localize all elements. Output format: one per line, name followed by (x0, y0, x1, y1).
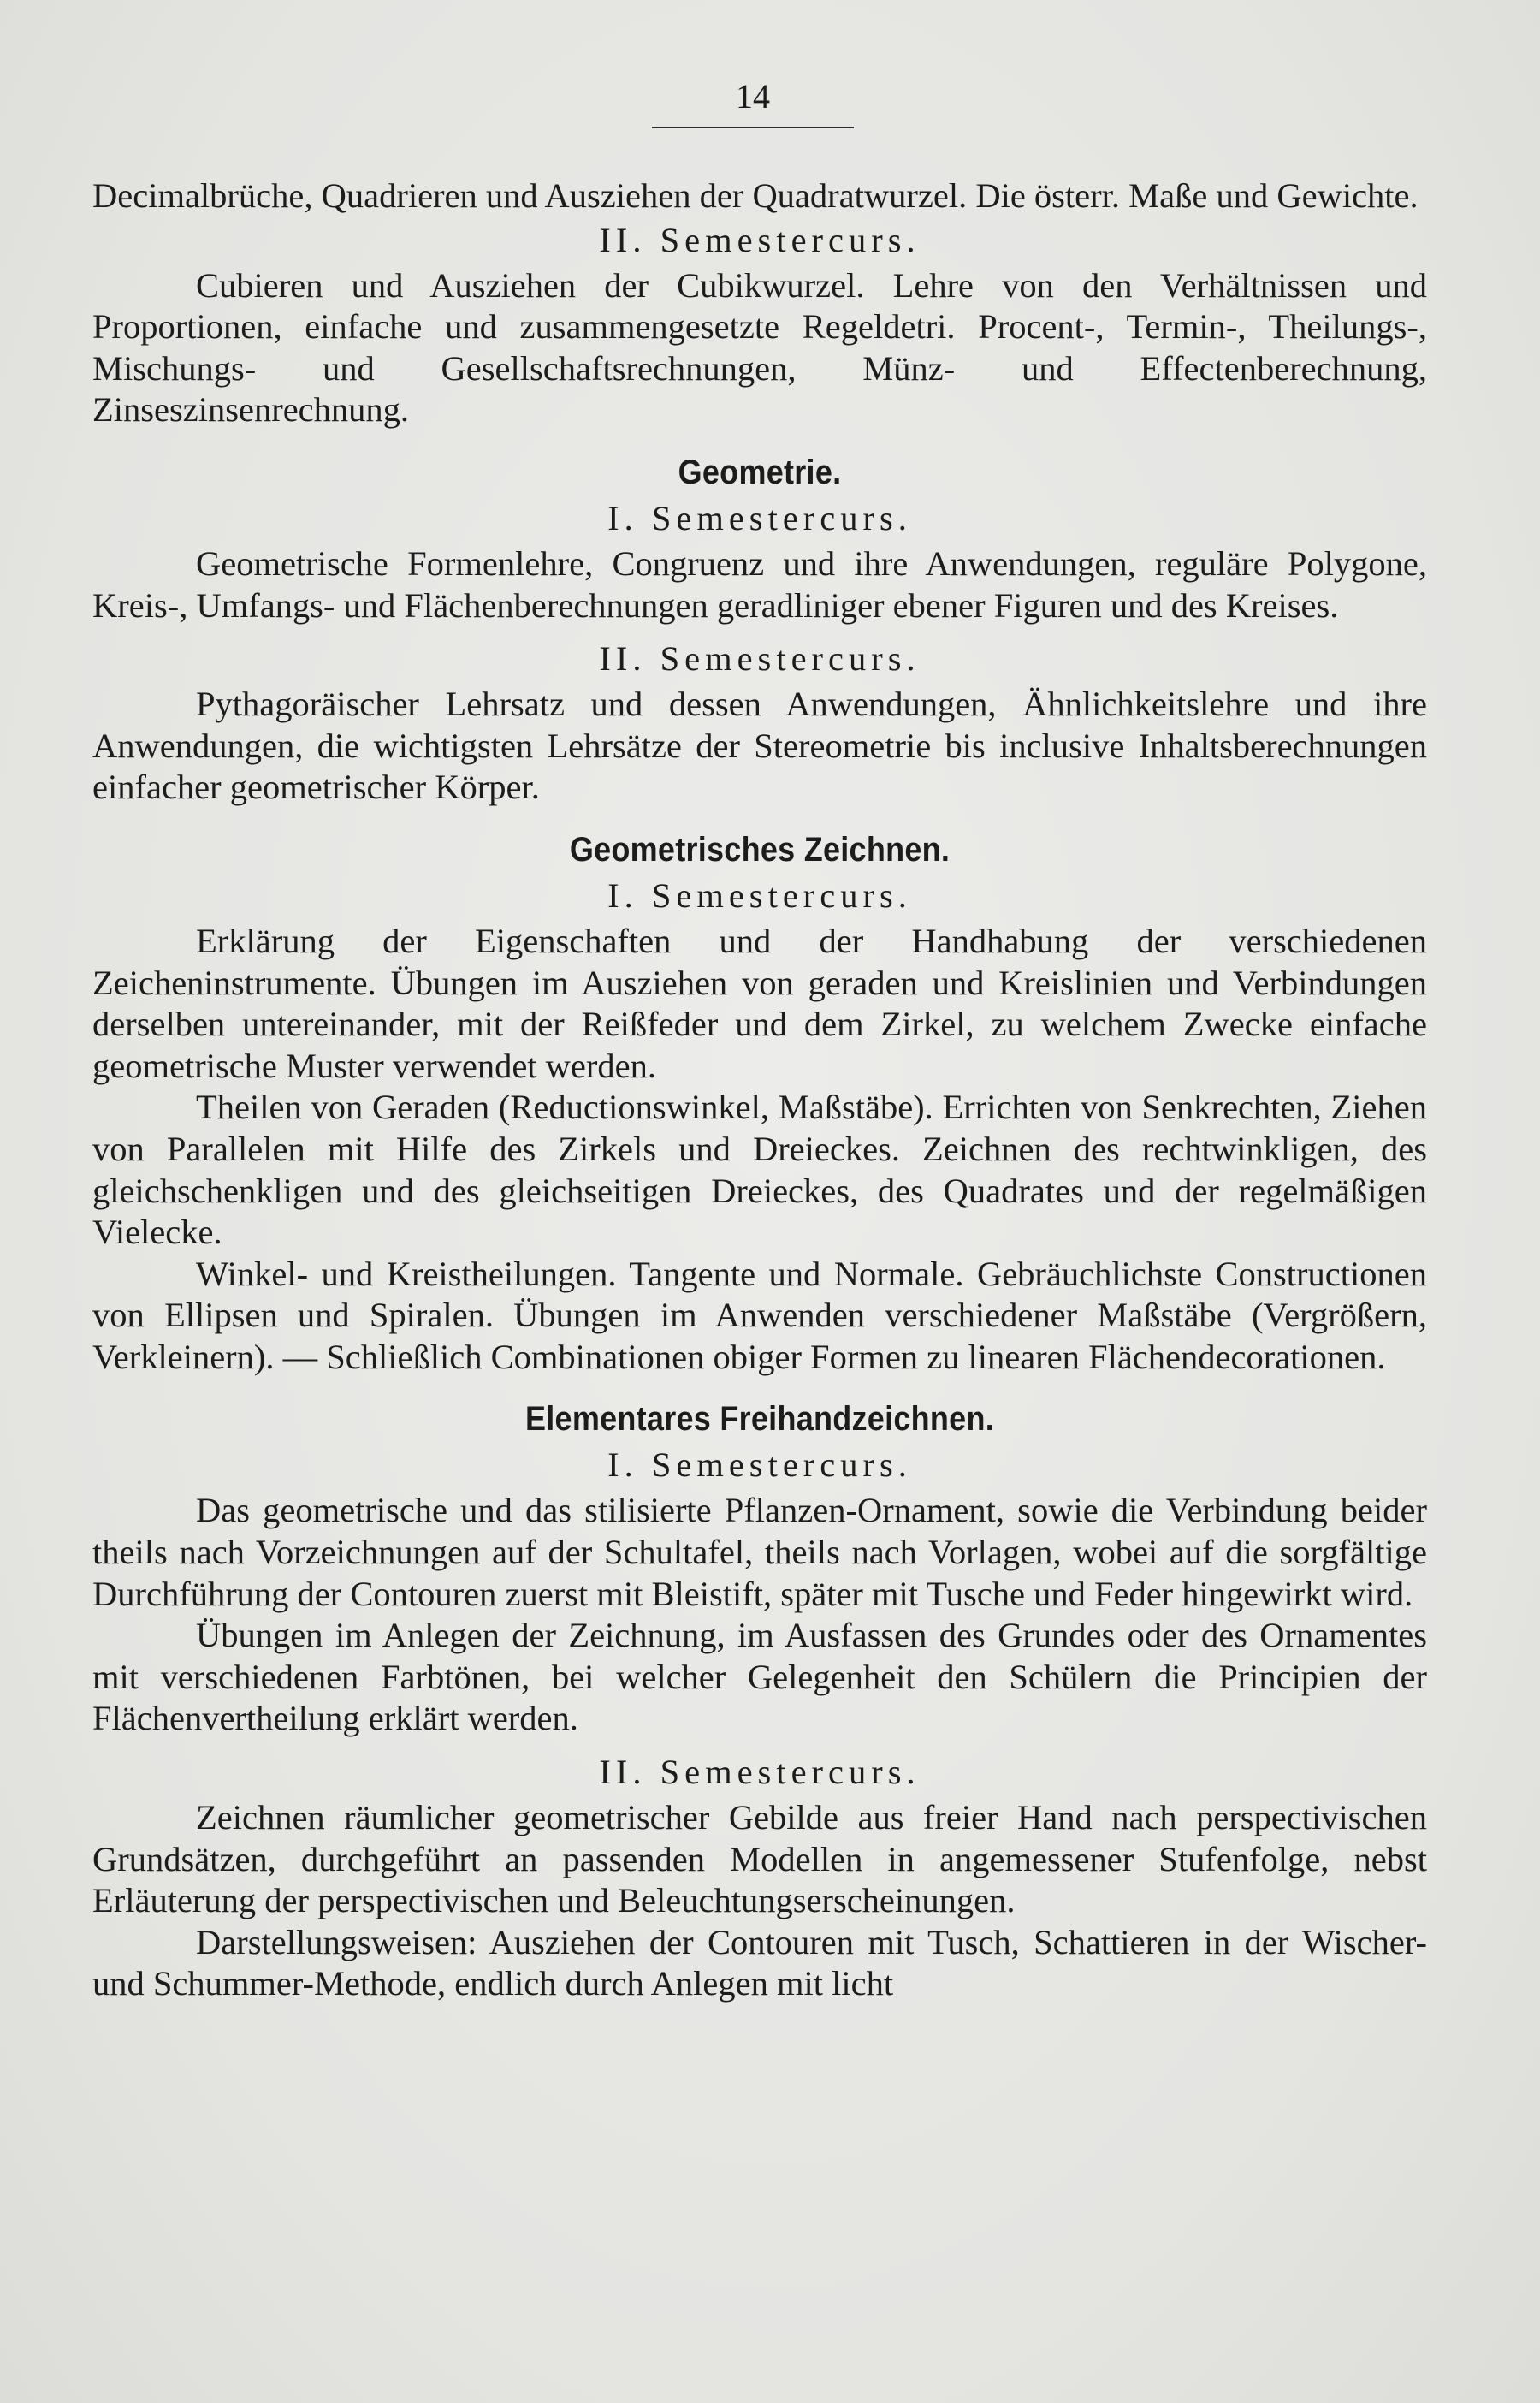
freihand-course-2-paragraph-2: Darstellungsweisen: Ausziehen der Contouren mit Tusch, Schattieren in der Wischer- und Schummer-Methode, endlich durch Anlegen mit licht (92, 1922, 1427, 2003)
freihand-course-1-paragraph-2: Übungen im Anlegen der Zeichnung, im Ausfassen des Grundes oder des Ornamentes mit verschiedenen Farbtönen, bei welcher Gelegenheit den Schülern die Principien der Flächenvertheilung erklärt werden. (92, 1616, 1427, 1738)
freihand-course-1-paragraph-1: Das geometrische und das stilisierte Pflanzen-Ornament, sowie die Verbindung beider theils nach Vorzeichnungen auf der Schultafel, theils nach Vorlagen, wobei auf die sorgfältige Durchführung der Contouren zuerst mit Bleistift, später mit Tusche und Feder hingewirkt wird. (92, 1491, 1427, 1613)
zeichnen-course-1-paragraph-1: Erklärung der Eigenschaften und der Handhabung der verschiedenen Zeicheninstrumente. Übungen im Ausziehen von geraden und Kreislinien und Verbindungen derselben untereinander, mit der Reißfeder und dem Zirkel, zu welchem Zwecke einfache geometrische Muster verwendet werden. (92, 921, 1427, 1085)
geometrie-course-1-heading: I. Semestercurs. (607, 498, 912, 537)
section-heading-geometrisches-zeichnen: Geometrisches Zeichnen. (569, 830, 951, 869)
geometrie-course-2-heading: II. Semestercurs. (599, 639, 921, 679)
arithmetic-course-2-text: Cubieren und Ausziehen der Cubikwurzel. Lehre von den Verhältnissen und Proportionen, einfache und zusammengesetzte Regeldetri. Procent-, Termin-, Theilungs-, Mischungs- und Gesellschaftsrechnungen, Münz- und Effectenberechnung, Zinseszinsenrechnung. (92, 265, 1427, 430)
page-content (92, 175, 1427, 2005)
freihand-course-2-heading: II. Semestercurs. (599, 1753, 921, 1792)
intro-paragraph: Decimalbrüche, Quadrieren und Ausziehen der Quadratwurzel. Die österr. Maße und Gewichte. (92, 176, 1419, 215)
freihand-course-2-paragraph-1: Zeichnen räumlicher geometrischer Gebilde aus freier Hand nach perspectivischen Grundsätzen, durchgeführt an passenden Modellen in angemessener Stufenfolge, nebst Erläuterung der perspectivischen und Beleuchtungserscheinungen. (92, 1798, 1427, 1920)
zeichnen-course-1-paragraph-2: Theilen von Geraden (Reductionswinkel, Maßstäbe). Errichten von Senkrechten, Ziehen von Parallelen mit Hilfe des Zirkels und Dreieckes. Zeichnen des rechtwinkligen, des gleichschenkligen und des gleichseitigen Dreieckes, des Quadrates und der regelmäßigen Vielecke. (92, 1088, 1427, 1252)
section-heading-freihandzeichnen: Elementares Freihandzeichnen. (524, 1400, 995, 1439)
geometrie-course-2-text: Pythagoräischer Lehrsatz und dessen Anwendungen, Ähnlichkeitslehre und ihre Anwendungen, die wichtigsten Lehrsätze der Stereometrie bis inclusive Inhaltsberechnungen einfacher geometrischer Körper. (92, 685, 1427, 807)
page-number: 14 (736, 77, 770, 116)
zeichnen-course-1-heading: I. Semestercurs. (607, 875, 912, 915)
page-number-rule (652, 127, 854, 128)
arithmetic-course-2-heading: II. Semestercurs. (599, 220, 921, 259)
freihand-course-1-heading: I. Semestercurs. (607, 1445, 912, 1485)
geometrie-course-1-text: Geometrische Formenlehre, Congruenz und ihre Anwendungen, reguläre Polygone, Kreis-, Umfangs- und Flächenberechnungen geradliniger ebener Figuren und des Kreises. (92, 543, 1427, 625)
zeichnen-course-1-paragraph-3: Winkel- und Kreistheilungen. Tangente und Normale. Gebräuchlichste Constructionen von Ellipsen und Spiralen. Übungen im Anwenden verschiedener Maßstäbe (Vergrößern, Verkleinern). — Schließlich Combinationen obiger Formen zu linearen Flächendecorationen. (92, 1254, 1427, 1376)
section-heading-geometrie: Geometrie. (678, 453, 842, 491)
